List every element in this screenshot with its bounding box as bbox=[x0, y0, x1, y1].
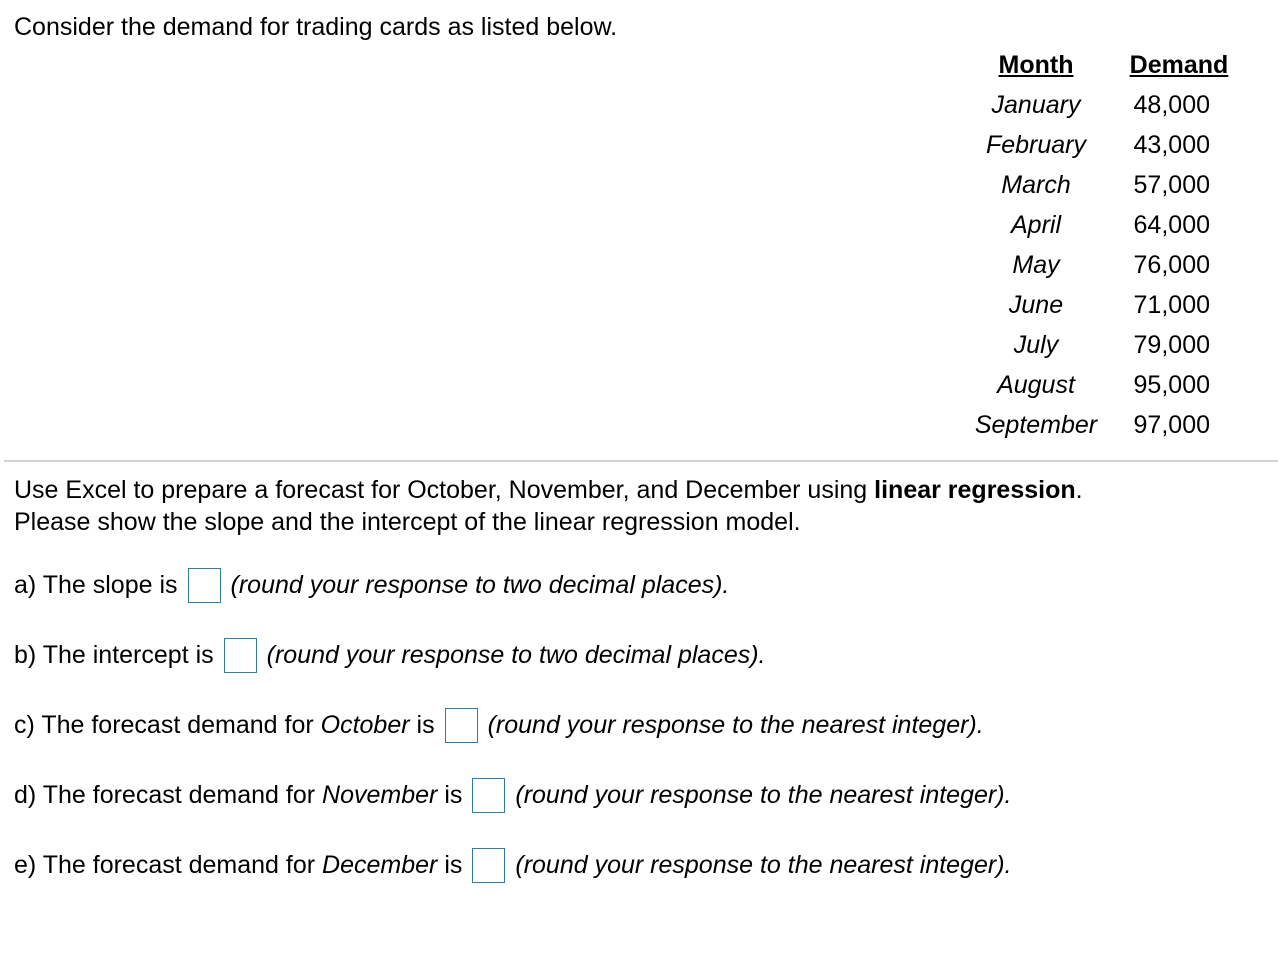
question-c-prefix bbox=[14, 711, 435, 740]
question-e-suffix: is bbox=[437, 850, 463, 879]
slope-answer-input[interactable] bbox=[188, 568, 221, 603]
table-row bbox=[962, 205, 1248, 245]
question-a-prefix: a) The slope is bbox=[14, 570, 178, 599]
instructions-line-2: Please show the slope and the intercept of the linear regression model. bbox=[14, 508, 801, 536]
question-a-hint: (round your response to two decimal places). bbox=[230, 570, 730, 599]
demand-cell: 79,000 bbox=[1133, 330, 1210, 359]
month-cell: August bbox=[997, 370, 1075, 399]
instructions-period: . bbox=[1075, 476, 1083, 504]
question-c-october bbox=[14, 705, 984, 745]
demand-column-header: Demand bbox=[1129, 50, 1229, 79]
demand-cell: 64,000 bbox=[1133, 210, 1210, 239]
table-row bbox=[962, 165, 1248, 205]
section-divider bbox=[4, 460, 1278, 462]
table-row bbox=[962, 125, 1248, 165]
question-d-november bbox=[14, 775, 1012, 815]
demand-cell: 71,000 bbox=[1133, 290, 1210, 319]
demand-cell: 97,000 bbox=[1133, 410, 1210, 439]
month-cell: January bbox=[991, 90, 1081, 119]
demand-cell: 95,000 bbox=[1133, 370, 1210, 399]
table-row bbox=[962, 285, 1248, 325]
question-b-hint: (round your response to two decimal places). bbox=[266, 640, 766, 669]
instructions-line-1 bbox=[14, 474, 1083, 506]
month-cell: May bbox=[1012, 250, 1060, 279]
question-c-hint: (round your response to the nearest integer). bbox=[487, 710, 984, 739]
question-e-december bbox=[14, 845, 1012, 885]
table-row bbox=[962, 405, 1248, 445]
demand-cell: 43,000 bbox=[1133, 130, 1210, 159]
question-b-prefix: b) The intercept is bbox=[14, 640, 214, 669]
question-e-hint: (round your response to the nearest integer). bbox=[515, 850, 1012, 879]
instructions bbox=[14, 474, 1083, 538]
question-c-month: October bbox=[320, 710, 410, 739]
month-cell: March bbox=[1001, 170, 1071, 199]
demand-table bbox=[962, 45, 1248, 445]
question-d-lead: d) The forecast demand for bbox=[14, 780, 323, 809]
table-header-row bbox=[962, 45, 1248, 85]
intercept-answer-input[interactable] bbox=[224, 638, 257, 673]
month-cell: July bbox=[1013, 330, 1059, 359]
month-cell: February bbox=[985, 130, 1087, 159]
question-d-prefix bbox=[14, 781, 462, 810]
month-cell: September bbox=[974, 410, 1098, 439]
question-a-slope bbox=[14, 565, 729, 605]
table-row bbox=[962, 365, 1248, 405]
question-c-lead: c) The forecast demand for bbox=[14, 710, 321, 739]
question-c-suffix: is bbox=[409, 710, 435, 739]
question-e-lead: e) The forecast demand for bbox=[14, 850, 323, 879]
demand-cell: 76,000 bbox=[1133, 250, 1210, 279]
month-column-header: Month bbox=[998, 50, 1074, 79]
table-row bbox=[962, 245, 1248, 285]
table-row bbox=[962, 325, 1248, 365]
december-forecast-input[interactable] bbox=[472, 848, 505, 883]
demand-cell: 57,000 bbox=[1133, 170, 1210, 199]
demand-cell: 48,000 bbox=[1133, 90, 1210, 119]
question-e-month: December bbox=[322, 850, 438, 879]
question-d-suffix: is bbox=[437, 780, 463, 809]
question-e-prefix bbox=[14, 851, 462, 880]
month-cell: April bbox=[1010, 210, 1061, 239]
question-b-intercept bbox=[14, 635, 766, 675]
instructions-bold-term: linear regression bbox=[874, 476, 1076, 504]
instructions-text: Use Excel to prepare a forecast for October, November, and December using bbox=[14, 476, 875, 504]
question-d-month: November bbox=[322, 780, 438, 809]
month-cell: June bbox=[1008, 290, 1064, 319]
question-d-hint: (round your response to the nearest integer). bbox=[515, 780, 1012, 809]
november-forecast-input[interactable] bbox=[472, 778, 505, 813]
table-row bbox=[962, 85, 1248, 125]
october-forecast-input[interactable] bbox=[445, 708, 478, 743]
problem-intro: Consider the demand for trading cards as listed below. bbox=[14, 13, 618, 41]
